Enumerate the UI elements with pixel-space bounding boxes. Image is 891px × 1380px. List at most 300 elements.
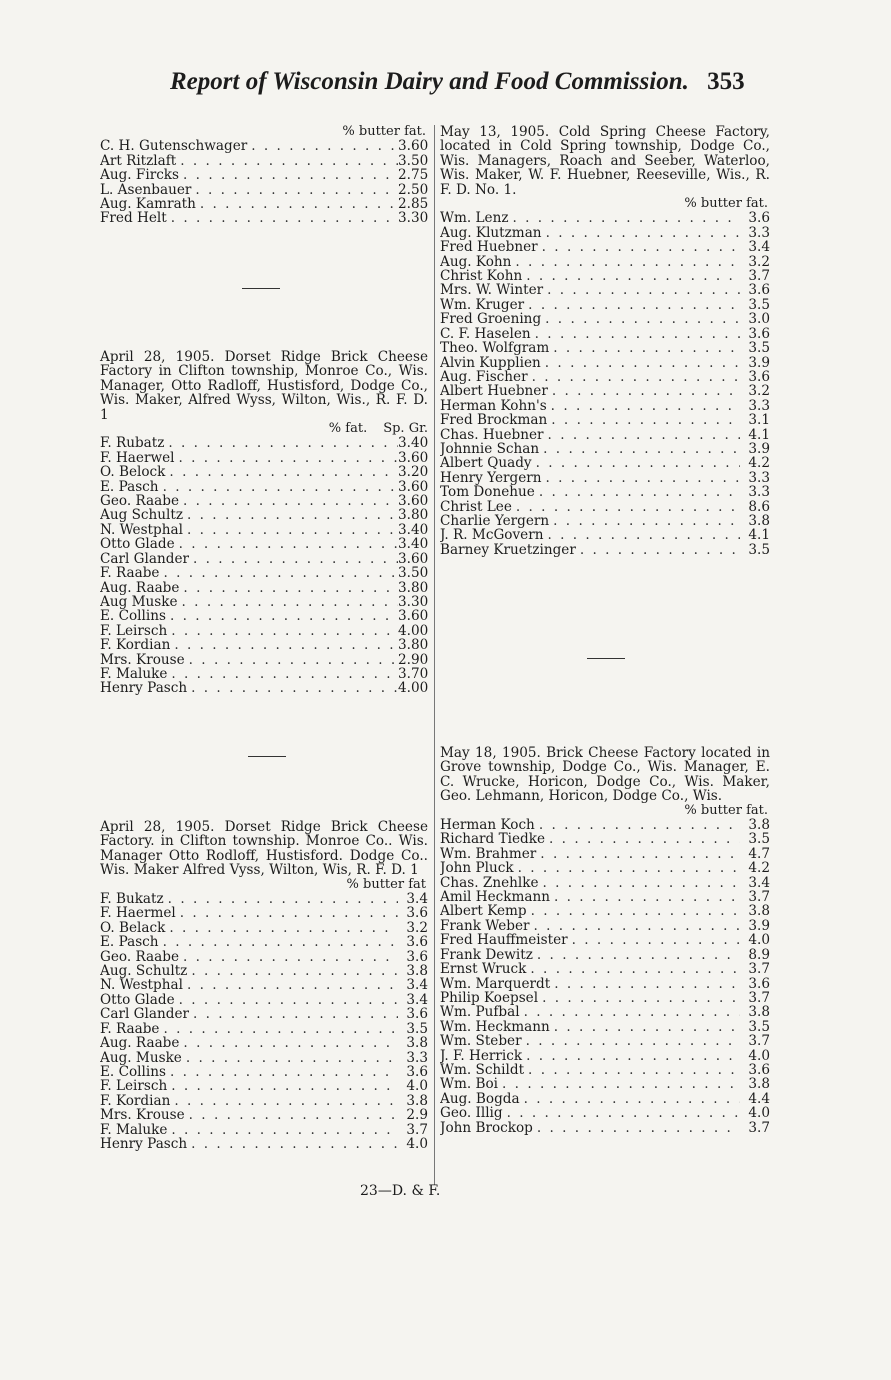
factory-intro: April 28, 1905. Dorset Ridge Brick Cheese Factory. in Clifton township. Monroe Co.. Wis. Manager Otto Rodloff, Hustisford. Dodge Co.. Wis. Maker Alfred Vyss, Wilton, Wis, R. F. D. 1 [100,819,428,879]
leader-dots [183,523,398,537]
patron-name: Christ Kohn [440,269,523,284]
butter-fat-value: 3.3 [748,470,770,486]
leader-dots [183,978,398,992]
leader-dots [528,370,740,384]
table-row [100,950,428,964]
leader-dots [549,514,740,528]
butter-fat-value: 3.8 [406,964,428,979]
leader-dots [514,861,740,875]
leader-dots [159,935,398,949]
butter-fat-value: 3.9 [748,441,770,457]
butter-fat-value: 3.2 [748,254,770,270]
leader-dots [576,543,740,557]
patron-name: Aug. Kohn [440,254,512,270]
table-row [440,283,770,297]
butter-fat-value: 3.7 [406,1122,428,1137]
table-row [440,370,770,384]
leader-dots [538,240,740,254]
butter-fat-value: 3.6 [406,935,428,950]
table-row [440,1063,770,1077]
patron-name: N. Westphal [100,522,183,538]
table-row [100,1051,428,1065]
butter-fat-value: 3.5 [406,1021,428,1037]
patron-name: Mrs. W. Winter [440,283,544,298]
patron-name: Aug. Bogda [440,1091,520,1107]
column-header [100,422,428,436]
patron-name: N. Westphal [100,978,183,993]
patron-name: Albert Kemp [440,904,527,919]
butter-fat-value: 4.1 [748,427,770,442]
record-list [100,139,428,225]
leader-dots [179,950,398,964]
patron-name: Fred Helt [100,211,167,226]
patron-name: F. Leirsch [100,623,168,639]
patron-name: Aug. Fircks [100,168,180,183]
butter-fat-value: 2.9 [406,1108,428,1123]
leader-dots [187,681,398,695]
butter-fat-value: 3.4 [748,240,770,255]
butter-fat-value: 3.4 [748,875,770,891]
patron-name: Mrs. Krouse [100,652,185,667]
patron-name: Otto Glade [100,537,175,552]
left-mid-section [100,350,428,696]
table-row [100,993,428,1007]
butter-fat-value: 3.60 [398,609,428,624]
butter-fat-value: 3.2 [748,384,770,399]
table-row [440,269,770,283]
butter-fat-value: 3.40 [398,436,428,451]
record-list [100,436,428,695]
butter-fat-value: 3.5 [748,542,770,558]
table-row [100,921,428,935]
butter-fat-value: 4.4 [748,1091,770,1107]
table-row [440,890,770,904]
table-row [440,904,770,918]
section-rule [242,288,280,289]
leader-dots [189,1007,398,1021]
patron-name: Amil Heckmann [440,890,550,905]
patron-name: Wm. Steber [440,1034,522,1049]
leader-dots [179,1036,398,1050]
butter-fat-value: 3.7 [748,1034,770,1049]
table-row [100,653,428,667]
butter-fat-value: 3.20 [398,465,428,480]
section-rule [587,658,625,659]
leader-dots [548,384,740,398]
leader-dots [178,595,398,609]
butter-fat-value: 3.50 [398,566,428,581]
patron-name: Wm. Kruger [440,297,525,313]
butter-fat-value: 3.6 [748,283,770,298]
patron-name: Aug. Kamrath [100,197,196,212]
butter-fat-value: 3.5 [748,1019,770,1035]
butter-fat-value: 3.2 [406,920,428,936]
table-row [100,1007,428,1021]
column-header: % butter fat. [684,196,768,212]
leader-dots [520,1005,740,1019]
butter-fat-value: 3.80 [398,580,428,595]
leader-dots [159,566,398,580]
table-row [440,356,770,370]
table-row [440,832,770,846]
leader-dots [543,528,740,542]
leader-dots [503,1106,740,1120]
table-row [440,1034,770,1048]
patron-name: J. R. McGovern [440,528,544,543]
patron-name: Aug. Schultz [100,964,188,979]
column-divider [434,125,435,1185]
leader-dots [159,1022,398,1036]
leader-dots [175,537,398,551]
butter-fat-value: 4.00 [398,623,428,639]
butter-fat-value: 3.50 [398,153,428,169]
table-row [440,399,770,413]
leader-dots [191,183,398,197]
patron-name: E. Collins [100,609,166,624]
patron-name: C. H. Gutenschwager [100,139,248,154]
leader-dots [187,1137,398,1151]
butter-fat-value: 3.70 [398,666,428,682]
patron-name: Aug. Fischer [440,369,528,385]
table-row [100,609,428,623]
leader-dots [165,921,398,935]
leader-dots [535,485,740,499]
leader-dots [170,1094,398,1108]
leader-dots [524,1063,740,1077]
leader-dots [522,269,740,283]
butter-fat-value: 3.3 [406,1050,428,1065]
leader-dots [543,283,740,297]
patron-name: F. Bukatz [100,892,164,907]
patron-name: Wm. Lenz [440,211,509,226]
leader-dots [247,139,398,153]
leader-dots [187,964,398,978]
butter-fat-value: 3.3 [748,485,770,500]
table-row [440,471,770,485]
leader-dots [167,1123,398,1137]
sp-gr-header: Sp. Gr. [383,421,428,437]
section-rule [248,756,286,757]
butter-fat-value: 3.60 [398,551,428,567]
patron-name: F. Leirsch [100,1079,168,1094]
table-row [100,892,428,906]
butter-fat-value: 4.2 [748,456,770,471]
leader-dots [185,653,398,667]
leader-dots [550,890,740,904]
butter-fat-value: 3.8 [748,1077,770,1092]
butter-fat-value: 3.30 [398,594,428,610]
column-header: % butter fat [346,876,426,892]
leader-dots [182,1051,398,1065]
butter-fat-value: 3.60 [398,450,428,466]
leader-dots [522,1034,740,1048]
table-row [440,876,770,890]
patron-name: Chas. Huebner [440,427,544,442]
table-row [100,667,428,681]
leader-dots [167,211,398,225]
table-row [100,494,428,508]
page-title: Report of Wisconsin Dairy and Food Commission. [170,68,689,95]
leader-dots [550,977,740,991]
table-row [440,1077,770,1091]
leader-dots [536,847,740,861]
patron-name: Geo. Illig [440,1106,503,1121]
table-row [100,624,428,638]
leader-dots [539,876,740,890]
leader-dots [498,1077,740,1091]
page-header [170,68,770,96]
leader-dots [532,456,740,470]
leader-dots [176,154,398,168]
butter-fat-value: 3.60 [398,479,428,495]
table-row [100,1137,428,1151]
leader-dots [159,480,398,494]
record-list [100,892,428,1151]
patron-name: Wm. Brahmer [440,846,537,862]
butter-fat-value: 8.9 [748,947,770,963]
butter-fat-value: 3.8 [748,818,770,833]
patron-name: Albert Quady [440,456,532,471]
butter-fat-value: 3.7 [748,990,770,1006]
table-row [440,240,770,254]
leader-dots [175,451,399,465]
butter-fat-value: 4.2 [748,861,770,876]
left-top-section [100,125,428,226]
butter-fat-value: 3.5 [748,341,770,356]
butter-fat-value: 3.8 [406,1093,428,1109]
table-row [100,964,428,978]
table-row [440,298,770,312]
table-row [440,948,770,962]
butter-fat-value: 4.0 [406,1079,428,1094]
butter-fat-value: 3.7 [748,890,770,905]
butter-fat-value: 3.8 [748,1005,770,1020]
table-row [440,341,770,355]
patron-name: E. Collins [100,1064,166,1080]
table-row [440,413,770,427]
leader-dots [533,1121,740,1135]
table-row [440,1092,770,1106]
butter-fat-value: 2.90 [398,652,428,667]
leader-dots [539,442,740,456]
table-row [440,255,770,269]
patron-name: L. Asenbauer [100,182,192,198]
table-row [100,1022,428,1036]
table-row [100,1036,428,1050]
patron-name: Charlie Yergern [440,513,550,529]
table-row [440,861,770,875]
butter-fat-value: 3.9 [748,918,770,934]
table-row [100,183,428,197]
leader-dots [164,892,398,906]
patron-name: Aug Muske [100,594,178,610]
table-row [100,566,428,580]
patron-name: John Pluck [440,861,514,876]
butter-fat-value: 3.8 [748,513,770,529]
butter-fat-value: 2.75 [398,168,428,183]
leader-dots [535,818,740,832]
butter-fat-value: 3.6 [748,369,770,385]
patron-name: Wm. Boi [440,1077,499,1092]
butter-fat-value: 4.0 [748,933,770,948]
patron-name: E. Pasch [100,935,159,950]
butter-fat-value: 3.4 [406,892,428,907]
leader-dots [165,465,398,479]
table-row [100,1123,428,1137]
leader-dots [524,298,740,312]
patron-name: Christ Lee [440,499,512,514]
table-row [440,1106,770,1120]
patron-name: Frank Weber [440,918,530,934]
table-row [440,1020,770,1034]
table-row [440,977,770,991]
patron-name: Henry Pasch [100,681,188,696]
table-row [100,978,428,992]
table-row [440,1121,770,1135]
leader-dots [530,919,740,933]
table-row [440,312,770,326]
patron-name: Wm. Pufbal [440,1005,520,1020]
leader-dots [531,327,740,341]
patron-name: Ernst Wruck [440,962,527,977]
butter-fat-value: 3.6 [748,326,770,342]
butter-fat-value: 3.4 [406,978,428,993]
table-row [440,456,770,470]
leader-dots [542,226,740,240]
butter-fat-value: 4.1 [748,528,770,543]
table-row [100,451,428,465]
table-row [100,508,428,522]
butter-fat-value: 3.6 [406,906,428,921]
table-row [440,991,770,1005]
patron-name: O. Belack [100,920,166,936]
table-row [100,523,428,537]
leader-dots [511,255,740,269]
left-bottom-section [100,820,428,1151]
leader-dots [512,500,740,514]
table-row [440,327,770,341]
butter-fat-value: 3.9 [748,355,770,370]
patron-name: Aug Schultz [100,508,184,523]
patron-name: Albert Huebner [440,384,548,399]
table-row [440,543,770,557]
butter-fat-value: 3.8 [406,1036,428,1051]
leader-dots [547,399,740,413]
table-row [100,436,428,450]
leader-dots [533,948,740,962]
leader-dots [179,581,398,595]
leader-dots [164,436,398,450]
butter-fat-value: 3.6 [406,1064,428,1080]
butter-fat-value: 4.0 [406,1136,428,1152]
patron-name: F. Rubatz [100,436,165,451]
table-row [100,1094,428,1108]
table-row [100,197,428,211]
butter-fat-value: 3.40 [398,522,428,538]
patron-name: Johnnie Schan [440,441,540,457]
patron-name: C. F. Haselen [440,326,531,342]
table-row [100,168,428,182]
page-number: 353 [707,68,745,95]
table-row [440,962,770,976]
butter-fat-value: 8.6 [748,499,770,514]
table-row [440,226,770,240]
leader-dots [509,211,741,225]
right-top-section [440,125,770,557]
leader-dots [527,904,740,918]
patron-name: Aug. Muske [100,1050,182,1065]
factory-intro: May 13, 1905. Cold Spring Cheese Factory, located in Cold Spring township, Dodge Co., Wis. Managers, Roach and Seeber, Waterloo, Wis. Maker, W. F. Huebner, Reeseville, Wis., R. F. D. No. 1. [440,124,770,198]
table-row [440,528,770,542]
table-row [100,480,428,494]
butter-fat-value: 3.60 [398,494,428,509]
patron-name: F. Haerwel [100,450,175,466]
butter-fat-value: 3.7 [748,962,770,977]
patron-name: Alvin Kupplien [440,355,541,370]
butter-fat-value: 3.5 [748,832,770,847]
table-row [100,638,428,652]
fat-header: % fat. [328,421,368,437]
patron-name: Barney Kruetzinger [440,542,576,558]
patron-name: Otto Glade [100,992,175,1008]
butter-fat-value: 2.50 [398,182,428,198]
leader-dots [550,1020,740,1034]
patron-name: Aug. Klutzman [440,225,542,241]
table-row [440,485,770,499]
leader-dots [167,667,398,681]
patron-name: Fred Hauffmeister [440,933,568,948]
patron-name: F. Maluke [100,666,168,682]
column-header: % butter fat. [342,124,426,139]
patron-name: F. Raabe [100,1021,160,1037]
butter-fat-value: 4.7 [748,846,770,862]
table-row [440,384,770,398]
patron-name: Wm. Schildt [440,1062,525,1078]
patron-name: Richard Tiedke [440,832,546,847]
table-row [440,847,770,861]
patron-name: John Brockop [440,1120,533,1135]
leader-dots [544,428,740,442]
butter-fat-value: 3.8 [748,904,770,919]
patron-name: Aug. Raabe [100,580,180,595]
table-row [100,581,428,595]
leader-dots [542,471,741,485]
table-row [440,818,770,832]
leader-dots [189,552,398,566]
butter-fat-value: 3.30 [398,211,428,226]
table-row [100,906,428,920]
patron-name: F. Kordian [100,638,171,653]
butter-fat-value: 3.6 [406,949,428,965]
table-row [440,1005,770,1019]
patron-name: Chas. Znehlke [440,875,539,891]
butter-fat-value: 3.6 [748,211,770,226]
patron-name: O. Belock [100,465,166,480]
patron-name: Aug. Raabe [100,1036,180,1051]
patron-name: Theo. Wolfgram [440,341,550,356]
table-row [440,500,770,514]
butter-fat-value: 3.1 [748,413,770,428]
leader-dots [185,1108,398,1122]
patron-name: E. Pasch [100,479,159,495]
leader-dots [196,197,398,211]
patron-name: F. Maluke [100,1122,168,1137]
table-row [100,154,428,168]
leader-dots [541,356,740,370]
butter-fat-value: 3.3 [748,225,770,241]
butter-fat-value: 3.80 [398,508,428,523]
leader-dots [179,494,398,508]
